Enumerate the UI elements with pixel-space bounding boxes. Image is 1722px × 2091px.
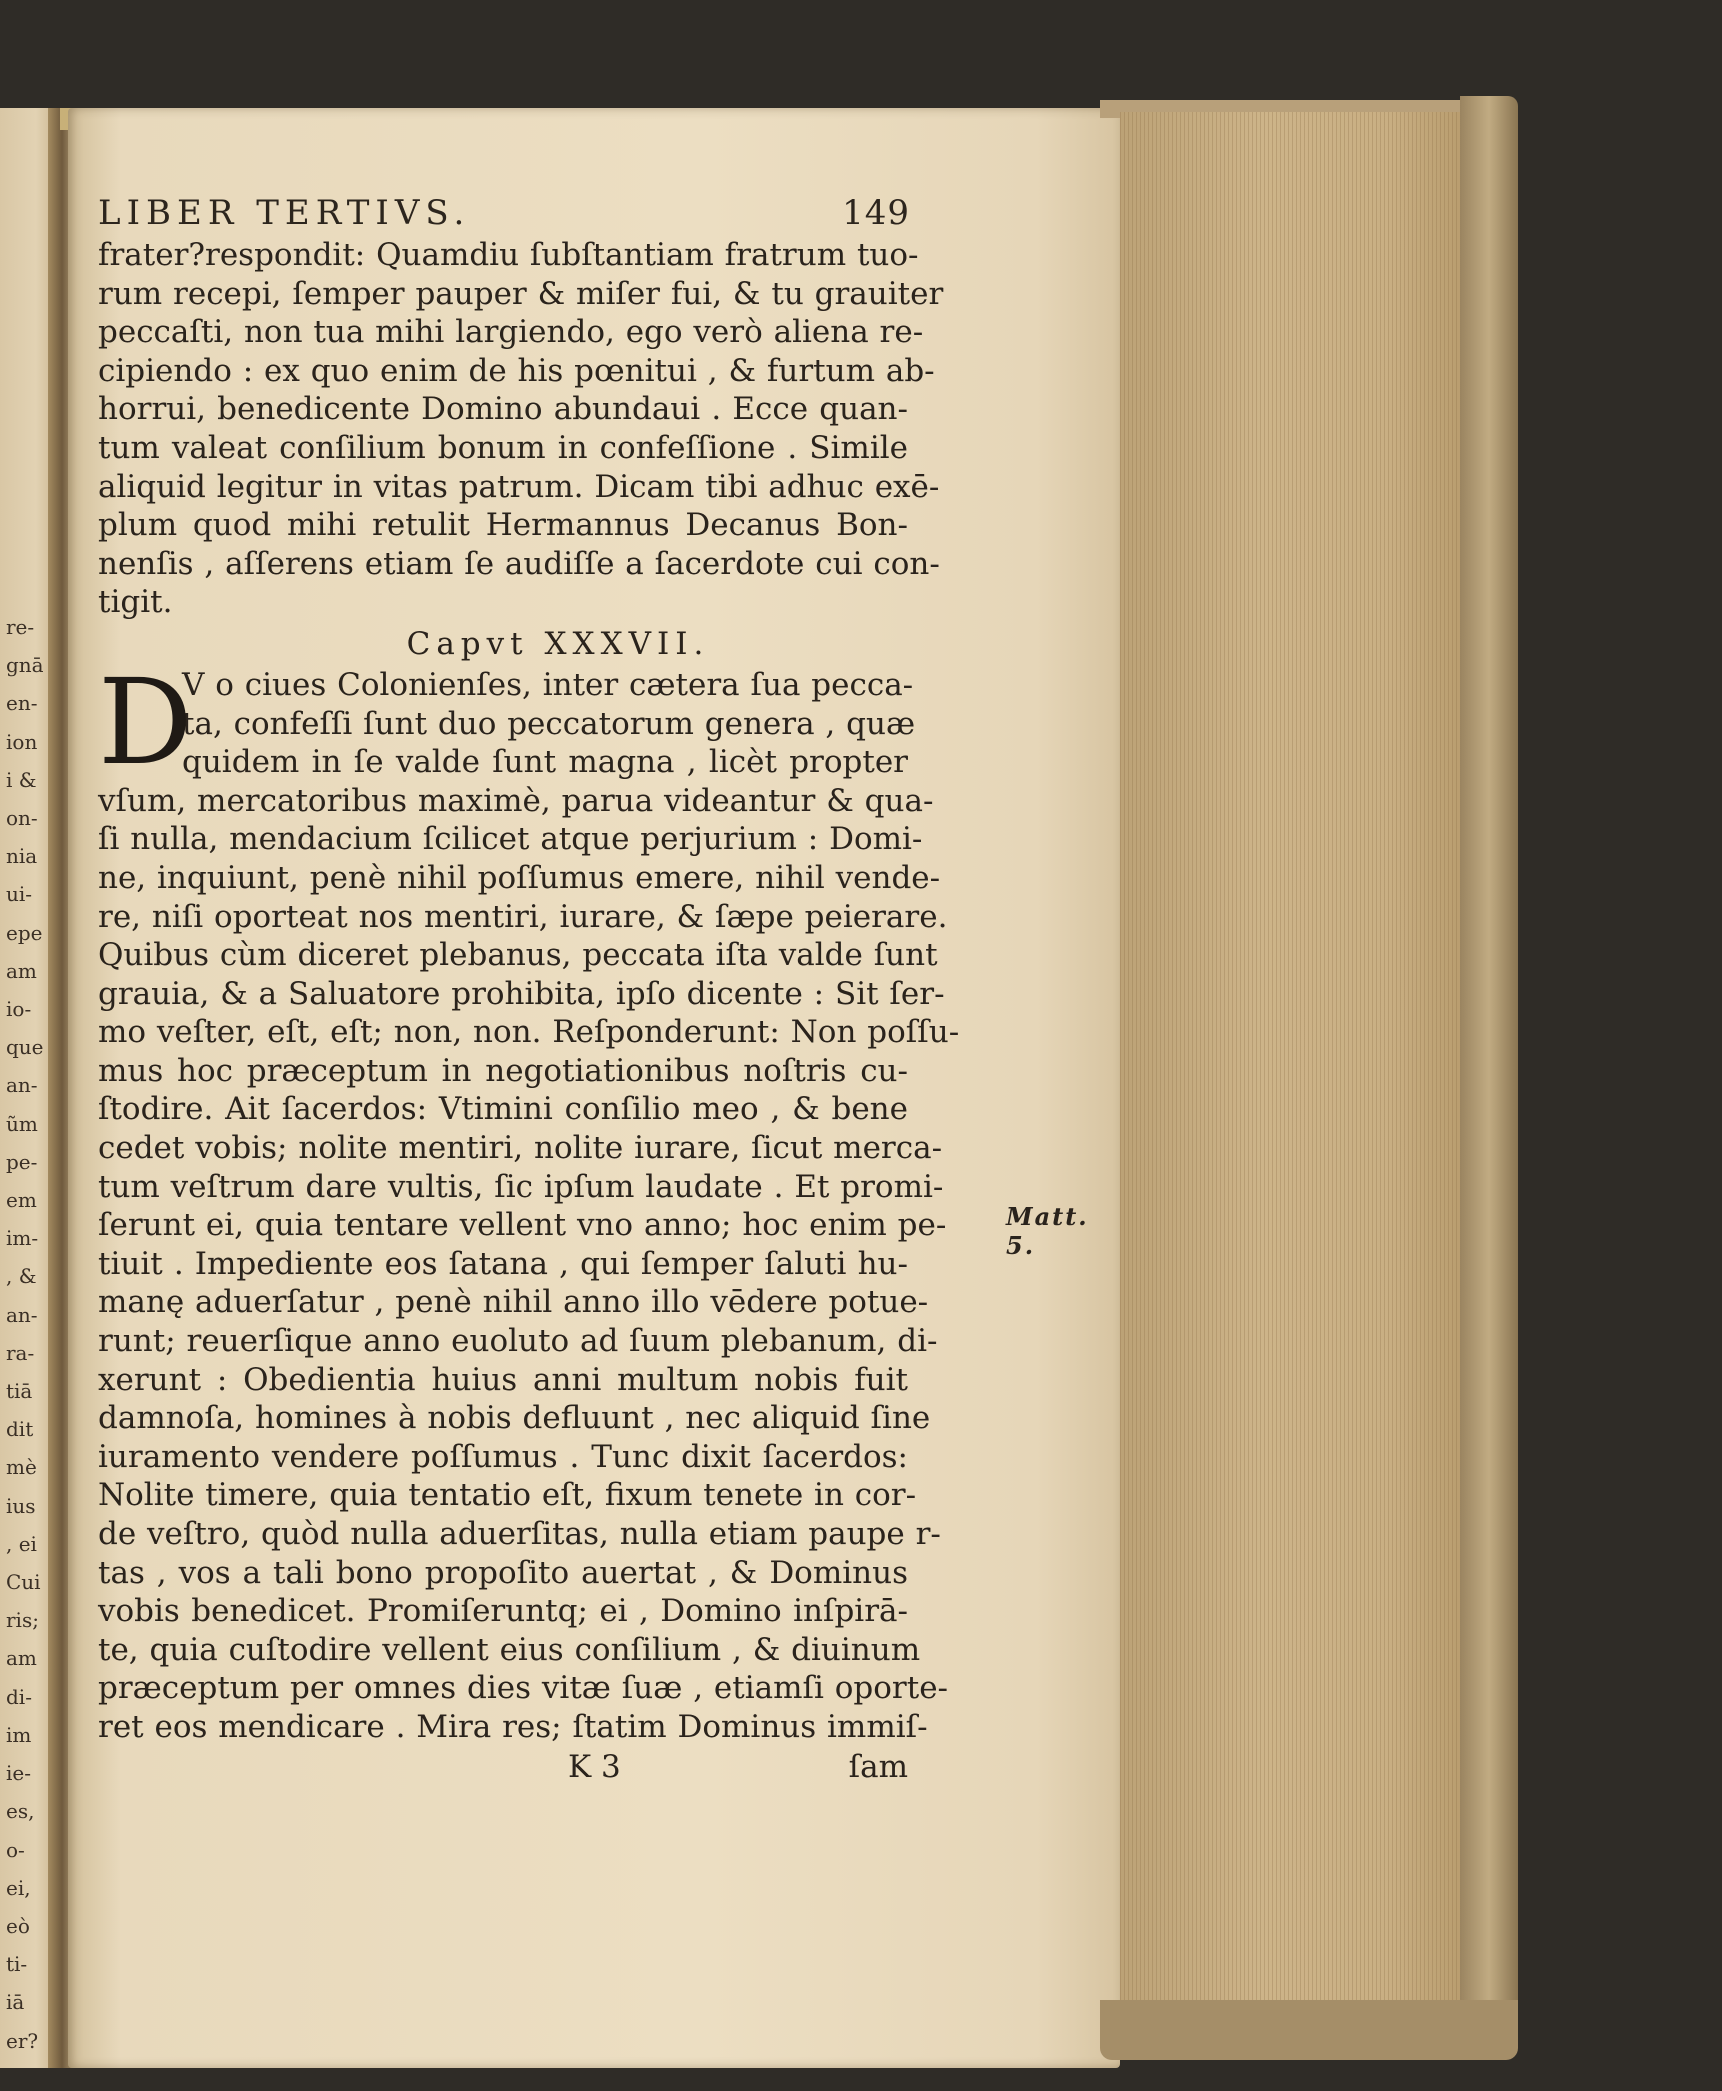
left-page-fragment: ũm (6, 1111, 38, 1136)
text-line: re, niſi oporteat nos mentiri, iurare, & ſæpe peierare. (98, 898, 948, 935)
text-line: vobis benedicet. Promiſeruntq; ei , Domino inſpirā- (98, 1593, 908, 1630)
text-line: vſum, mercatoribus maximè, parua videantur & qua- (98, 782, 934, 819)
page-text-block (98, 190, 1089, 1787)
left-page-fragment: en- (6, 691, 38, 716)
text-line: ret eos mendicare . Mira res; ſtatim Dominus immiſ- (98, 1708, 928, 1745)
text-line: grauia, & a Saluatore prohibita, ipſo dicente : Sit ſer- (98, 975, 945, 1012)
text-line: te, quia cuſtodire vellent eius conſilium , & diuinum (98, 1631, 921, 1668)
page-fore-edge (1120, 112, 1476, 2012)
left-page-fragment: i & (6, 767, 37, 792)
left-page-fragment: io- (6, 997, 32, 1022)
left-page-fragment: im- (6, 1226, 39, 1251)
text-line: peccaſti, non tua mihi largiendo, ego verò aliena re- (98, 314, 924, 351)
left-page-fragment: em (6, 1188, 37, 1213)
text-line: runt; reuerſique anno euoluto ad ſuum plebanum, di- (98, 1323, 938, 1360)
running-head (98, 190, 908, 236)
catchword: ſam (848, 1748, 908, 1785)
left-page-fragment: Cui (6, 1570, 41, 1595)
text-line: aliquid legitur in vitas patrum. Dicam tibi adhuc exē- (98, 468, 940, 505)
running-head-title: LIBER TERTIVS. (98, 193, 471, 233)
left-page-fragment: re- (6, 615, 35, 639)
left-page-fragment: an- (6, 1302, 38, 1327)
text-line: ſerunt ei, quia tentare vellent vno anno; hoc enim pe- (98, 1207, 947, 1244)
left-page-fragment: ius (6, 1493, 36, 1518)
text-line: tum valeat conſilium bonum in confeſſione . Simile (98, 429, 908, 466)
text-line: horrui, benedicente Domino abundaui . Ecce quan- (98, 391, 908, 428)
page-number: 149 (842, 193, 910, 233)
text-line: Quibus cùm diceret plebanus, peccata iſta valde ſunt (98, 937, 938, 974)
left-page-fragment: am (6, 1646, 37, 1671)
text-line: tigit. (98, 584, 173, 621)
signature-mark: K 3 (568, 1748, 621, 1785)
left-page-fragment: dit (6, 1417, 34, 1442)
text-line: mus hoc præceptum in negotiationibus noſtris cu- (98, 1052, 908, 1089)
left-page-fragment: ie- (6, 1761, 31, 1786)
left-page-fragment: pe- (6, 1149, 38, 1174)
chapter-heading: Capvt XXXVII. (406, 625, 710, 662)
left-page-fragment: ion (6, 729, 38, 754)
text-line: xerunt : Obedientia huius anni multum nobis fuit (98, 1361, 908, 1398)
text-line: tum veſtrum dare vultis, ſic ipſum laudate . Et promi- (98, 1168, 944, 1205)
left-page-fragment: er? (6, 2028, 39, 2053)
left-page-fragment: epe (6, 920, 43, 945)
text-line: quidem in ſe valde ſunt magna , licèt propter (182, 744, 908, 781)
text-line: rum recepi, ſemper pauper & miſer fui, & tu grauiter (98, 275, 944, 312)
text-line: de veſtro, quòd nulla aduerſitas, nulla etiam paupe r- (98, 1516, 941, 1552)
left-page-fragment: di- (6, 1684, 32, 1709)
left-page-fragment: iā (6, 1990, 25, 2015)
drop-cap: D (98, 652, 193, 791)
left-page-fragment: , & (6, 1264, 37, 1289)
left-page-fragment: ui- (6, 882, 33, 907)
text-line: cedet vobis; nolite mentiri, nolite iurare, ſicut merca- (98, 1130, 943, 1167)
chapter-opening (98, 652, 916, 791)
left-page-fragment: es, (6, 1799, 35, 1824)
text-line: ne, inquiunt, penè nihil poſſumus emere, nihil vende- (98, 859, 941, 896)
text-line: V o ciues Colonienſes, inter cætera ſua pecca- (182, 666, 914, 703)
left-page-fragment: am (6, 958, 37, 983)
left-page-fragment: nia (6, 844, 38, 869)
left-page-fragment: o- (6, 1837, 25, 1862)
marginal-note: Matt. 5. (1006, 1202, 1089, 1260)
chapter-body (98, 782, 960, 1747)
left-page-fragment: , ei (6, 1531, 37, 1556)
text-line: damnoſa, homines à nobis defluunt , nec aliquid ſine (98, 1400, 931, 1437)
text-line: tas , vos a tali bono propoſito auertat , & Dominus (98, 1554, 908, 1591)
left-page-fragment: mè (6, 1455, 37, 1480)
text-line: manę aduerſatur , penè nihil anno illo vēdere potue- (98, 1284, 929, 1321)
left-page-fragment: an- (6, 1073, 38, 1098)
text-line: plum quod mihi retulit Hermannus Decanus Bon- (98, 507, 908, 544)
left-page-fragment: ra- (6, 1340, 35, 1365)
left-page-fragment: eò (6, 1913, 30, 1938)
left-page-fragment: ti- (6, 1952, 28, 1977)
text-line: nenſis , aſſerens etiam ſe audiſſe a ſacerdote cui con- (98, 545, 940, 582)
text-line: ſi nulla, mendacium ſcilicet atque perjurium : Domi- (98, 821, 923, 858)
text-line: tiuit . Impediente eos ſatana , qui ſemper ſaluti hu- (98, 1245, 908, 1282)
text-line: Nolite timere, quia tentatio eſt, fixum tenete in cor- (98, 1477, 917, 1514)
paragraph-before-chapter (98, 236, 944, 622)
left-page-fragment: ris; (6, 1608, 39, 1633)
left-page-fragment: gnā (6, 653, 44, 678)
text-line: præceptum per omnes dies vitæ ſuæ , etiamſi oporte- (98, 1670, 949, 1707)
text-line: ſtodire. Ait ſacerdos: Vtimini conſilio meo , & bene (98, 1091, 908, 1128)
text-line: ta, confeſſi ſunt duo peccatorum genera , quæ (182, 705, 916, 742)
left-page-fragment: on- (6, 806, 38, 831)
left-page-fragment: que (6, 1035, 44, 1060)
text-line: frater?respondit: Quamdiu ſubſtantiam fratrum tuo- (98, 237, 919, 273)
left-page-fragment: im (6, 1722, 32, 1747)
cover-bottom (1100, 2000, 1518, 2060)
back-cover (1460, 96, 1518, 2056)
left-page-fragment: tiā (6, 1379, 33, 1404)
text-line: mo veſter, eſt, eſt; non, non. Reſponderunt: Non poſſu- (98, 1014, 960, 1051)
footer-line (98, 1747, 908, 1787)
left-page-fragment: ei, (6, 1875, 31, 1900)
text-line: cipiendo : ex quo enim de his pœnitui , & furtum ab- (98, 352, 935, 389)
text-line: iuramento vendere poſſumus . Tunc dixit ſacerdos: (98, 1438, 908, 1475)
